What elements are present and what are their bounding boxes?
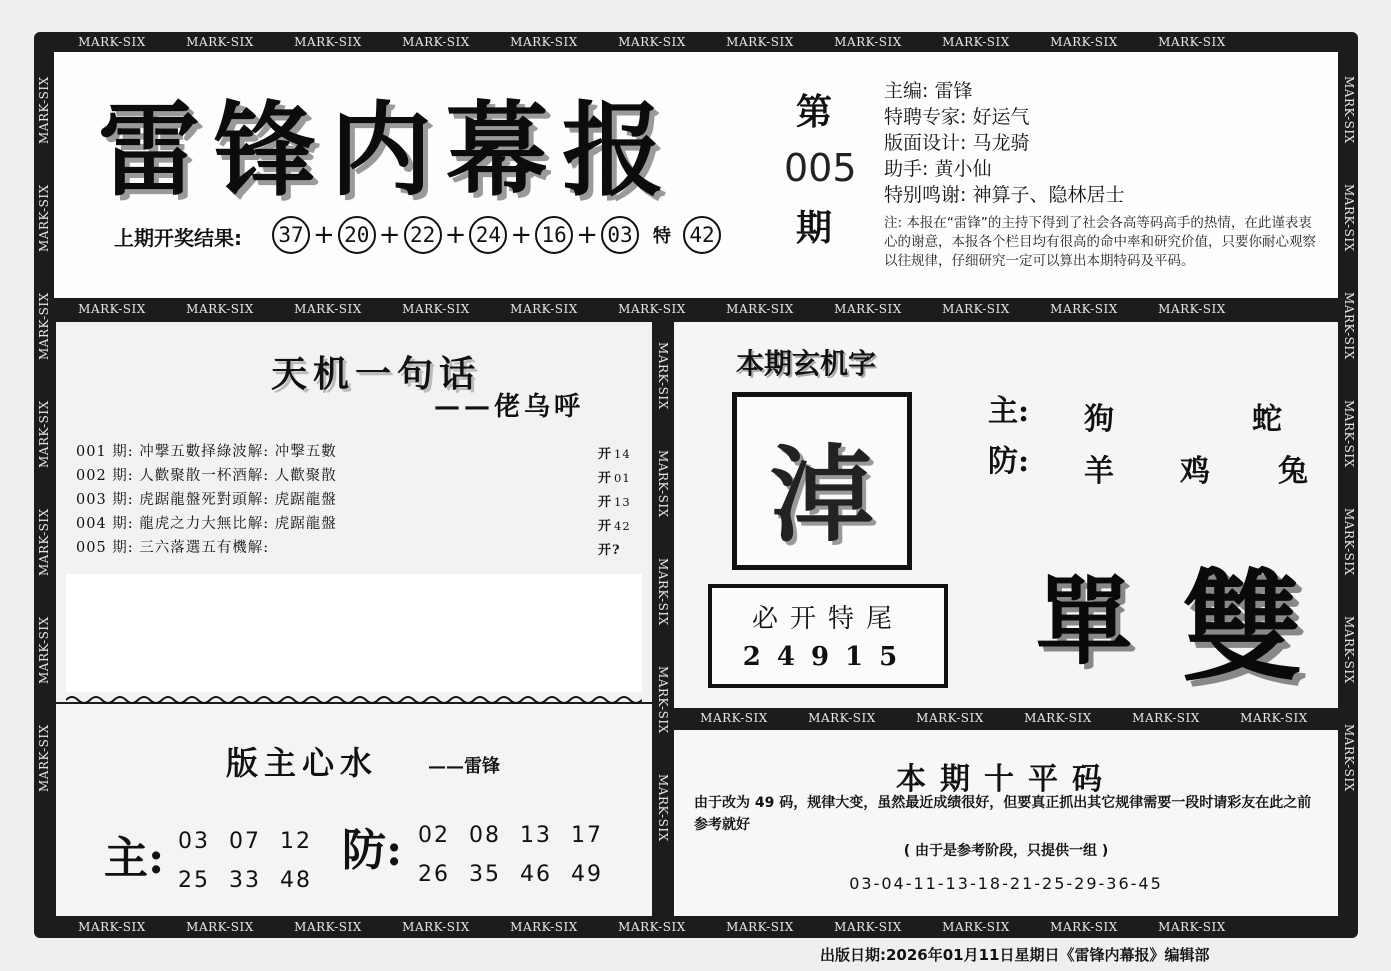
row-kai <box>598 538 623 563</box>
kai-label: 开 <box>598 495 613 510</box>
credits <box>884 78 1124 208</box>
row-text: 004 期: 龍虎之力大無比解: 虎踞龍盤 <box>76 516 337 532</box>
number-line: 26 35 46 49 <box>418 862 603 887</box>
credit-line: 助手: 黄小仙 <box>884 158 992 180</box>
frame-strip-text: MARK-SIX <box>186 920 254 934</box>
tail-box <box>708 584 948 688</box>
frame-strip-text: MARK-SIX <box>1158 35 1226 49</box>
kai-label: 开 <box>598 471 613 486</box>
tianji-row <box>76 536 641 560</box>
shiping-subnote: ( 由于是参考阶段，只提供一组 ) <box>903 843 1109 859</box>
frame-strip-text: MARK-SIX <box>700 711 768 725</box>
frame-strip-text: MARK-SIX <box>78 35 146 49</box>
xuanji-fang-label: 防: <box>988 444 1030 479</box>
frame-strip-text: MARK-SIX <box>656 666 670 734</box>
frame-strip-text: MARK-SIX <box>510 35 578 49</box>
xuanji-panel <box>674 322 1338 708</box>
frame-strip-text: MARK-SIX <box>834 920 902 934</box>
number-line: 02 08 13 17 <box>418 823 603 848</box>
fang-animal: 兔 <box>1278 454 1308 489</box>
frame-strip-text: MARK-SIX <box>1342 184 1356 252</box>
number-line: 25 33 48 <box>178 868 312 893</box>
last-result-numbers <box>272 216 721 254</box>
kai-label: 开 <box>598 519 613 534</box>
result-ball: 20 <box>338 216 376 254</box>
frame-strip-text: MARK-SIX <box>37 292 51 360</box>
xuanji-zhu-label: 主: <box>988 394 1030 429</box>
frame-strip-text: MARK-SIX <box>510 920 578 934</box>
plus-sign: + <box>576 220 598 250</box>
result-ball: 22 <box>404 216 442 254</box>
frame-strip-text: MARK-SIX <box>1024 711 1092 725</box>
number-line: 03 07 12 <box>178 829 312 854</box>
frame-strip-text: MARK-SIX <box>618 35 686 49</box>
frame-strip-text: MARK-SIX <box>1158 302 1226 316</box>
xuanji-title: 本期玄机字 <box>736 347 877 380</box>
tail-label: 必开特尾 <box>751 604 904 634</box>
tianji-title: 天机一句话 <box>270 353 481 395</box>
special-ball: 42 <box>683 216 721 254</box>
blank-area <box>66 574 642 692</box>
frame-strip-text: MARK-SIX <box>294 302 362 316</box>
result-ball: 03 <box>601 216 639 254</box>
fang-animal: 鸡 <box>1180 454 1210 489</box>
tianji-row <box>76 488 641 512</box>
frame-strip-text: MARK-SIX <box>1342 292 1356 360</box>
frame-strip-right-mid <box>680 709 1336 727</box>
tianji-row <box>76 440 641 464</box>
xuanji-char: 淖 <box>769 433 874 556</box>
tianji-panel <box>56 322 652 702</box>
banzhu-fang-numbers <box>418 816 628 894</box>
frame-strip-text: MARK-SIX <box>37 76 51 144</box>
tianji-author: ——佬乌呼 <box>434 392 585 422</box>
frame-strip-text: MARK-SIX <box>37 184 51 252</box>
frame-strip-text: MARK-SIX <box>726 35 794 49</box>
row-text: 001 期: 冲撃五數择綠波解: 冲撃五數 <box>76 444 337 460</box>
frame-strip-text: MARK-SIX <box>37 616 51 684</box>
kai-number: 42 <box>614 519 631 533</box>
banzhu-zhu-label: 主: <box>104 833 165 884</box>
row-text: 005 期: 三六落選五有機解: <box>76 540 270 556</box>
frame-strip-text: MARK-SIX <box>1132 711 1200 725</box>
frame-strip-text: MARK-SIX <box>78 302 146 316</box>
kai-number: 14 <box>614 447 631 461</box>
frame-strip-text: MARK-SIX <box>1342 508 1356 576</box>
frame-strip-text: MARK-SIX <box>186 302 254 316</box>
shiping-numbers: 03-04-11-13-18-21-25-29-36-45 <box>849 874 1163 893</box>
frame-strip-text: MARK-SIX <box>834 35 902 49</box>
frame-strip-text: MARK-SIX <box>294 35 362 49</box>
frame-strip-text: MARK-SIX <box>656 558 670 626</box>
banzhu-title: 版主心水 <box>226 744 379 782</box>
issue-number: 005 <box>784 146 857 190</box>
plus-sign: + <box>313 220 335 250</box>
frame-strip-text: MARK-SIX <box>294 920 362 934</box>
zhu-animal: 蛇 <box>1252 402 1282 437</box>
frame-strip-text: MARK-SIX <box>1240 711 1308 725</box>
xuanji-char-box <box>732 392 912 570</box>
header-note: 注: 本报在“雷锋”的主持下得到了社会各高等码高手的热情，在此谨表衷心的谢意，本报各个栏目均有很高的命中率和研究价值，只要你耐心观察以往规律，仔细研究一定可以算出本期特码及平码。 <box>884 215 1316 269</box>
plus-sign: + <box>444 220 467 250</box>
frame-strip-text: MARK-SIX <box>37 724 51 792</box>
frame-strip-text: MARK-SIX <box>618 920 686 934</box>
last-result-label: 上期开奖结果: <box>114 226 242 250</box>
frame-strip-text: MARK-SIX <box>402 920 470 934</box>
frame-strip-text: MARK-SIX <box>1050 35 1118 49</box>
frame-strip-center <box>654 322 672 916</box>
banzhu-zhu-numbers <box>178 822 338 900</box>
frame-strip-text: MARK-SIX <box>656 774 670 842</box>
kai-number: 01 <box>614 471 631 485</box>
zhu-animal: 狗 <box>1084 402 1114 437</box>
row-text: 003 期: 虎踞龍盤死對頭解: 虎踞龍盤 <box>76 492 337 508</box>
result-ball: 16 <box>535 216 573 254</box>
credit-line: 主编: 雷锋 <box>884 80 973 102</box>
frame-strip-text: MARK-SIX <box>402 302 470 316</box>
frame-strip-text: MARK-SIX <box>37 508 51 576</box>
credit-line: 特聘专家: 好运气 <box>884 106 1030 128</box>
frame-strip-text: MARK-SIX <box>726 920 794 934</box>
frame-strip-text: MARK-SIX <box>78 920 146 934</box>
shiping-text: 由于改为 49 码，规律大变，虽然最近成绩很好，但要真正抓出其它规律需要一段时请彩友在此之前参考就好 <box>694 795 1312 833</box>
banzhu-author: ——雷锋 <box>428 756 500 777</box>
dan-char: 單 <box>1036 565 1132 678</box>
frame-strip-mid <box>58 300 1338 318</box>
frame-strip-text: MARK-SIX <box>510 302 578 316</box>
frame-strip-left <box>35 56 53 916</box>
frame-strip-text: MARK-SIX <box>1342 616 1356 684</box>
frame-strip-text: MARK-SIX <box>656 342 670 410</box>
frame-strip-text: MARK-SIX <box>834 302 902 316</box>
shiping-panel <box>674 730 1338 916</box>
frame-strip-text: MARK-SIX <box>402 35 470 49</box>
result-ball: 37 <box>272 216 310 254</box>
row-text: 002 期: 人歡聚散一杯酒解: 人歡聚散 <box>76 468 337 484</box>
banzhu-fang-label: 防: <box>342 825 403 876</box>
issue-prefix: 第 <box>796 91 833 133</box>
frame-strip-bottom <box>58 918 1338 936</box>
kai-label: 开? <box>598 543 621 558</box>
frame-strip-text: MARK-SIX <box>726 302 794 316</box>
credit-line: 特别鸣谢: 神算子、隐林居士 <box>884 184 1125 206</box>
footer-publish-date: 出版日期:2026年01月11日星期日《雷锋内幕报》编辑部 <box>820 946 1210 964</box>
plus-sign: + <box>510 220 533 250</box>
page-title: 雷锋内幕报 <box>98 91 678 211</box>
frame-strip-right <box>1340 56 1358 916</box>
result-ball: 24 <box>469 216 507 254</box>
frame-strip-text: MARK-SIX <box>1342 400 1356 468</box>
frame-strip-text: MARK-SIX <box>1050 302 1118 316</box>
frame-strip-text: MARK-SIX <box>916 711 984 725</box>
frame-strip-text: MARK-SIX <box>942 35 1010 49</box>
tianji-rows <box>76 440 641 560</box>
frame-strip-text: MARK-SIX <box>1342 76 1356 144</box>
frame-strip-text: MARK-SIX <box>1050 920 1118 934</box>
tail-numbers: 24915 <box>742 642 914 672</box>
credit-line: 版面设计: 马龙骑 <box>884 132 1030 154</box>
tianji-row <box>76 512 641 536</box>
banzhu-panel <box>56 704 652 916</box>
tianji-row <box>76 464 641 488</box>
frame-strip-text: MARK-SIX <box>942 302 1010 316</box>
frame-strip-text: MARK-SIX <box>1158 920 1226 934</box>
frame-strip-text: MARK-SIX <box>656 450 670 518</box>
frame-strip-text: MARK-SIX <box>808 711 876 725</box>
frame-strip-text: MARK-SIX <box>618 302 686 316</box>
frame-strip-text: MARK-SIX <box>942 920 1010 934</box>
frame-strip-text: MARK-SIX <box>1342 724 1356 792</box>
frame-strip-text: MARK-SIX <box>186 35 254 49</box>
frame-strip-text: MARK-SIX <box>37 400 51 468</box>
special-label: 特 <box>652 226 671 247</box>
kai-label: 开 <box>598 447 613 462</box>
frame-strip-top <box>58 33 1338 51</box>
shiping-title: 本期十平码 <box>896 762 1116 797</box>
shuang-char: 雙 <box>1182 557 1302 698</box>
fang-animal: 羊 <box>1084 454 1114 489</box>
plus-sign: + <box>378 220 401 250</box>
issue-suffix: 期 <box>796 207 833 249</box>
kai-number: 13 <box>614 495 631 509</box>
